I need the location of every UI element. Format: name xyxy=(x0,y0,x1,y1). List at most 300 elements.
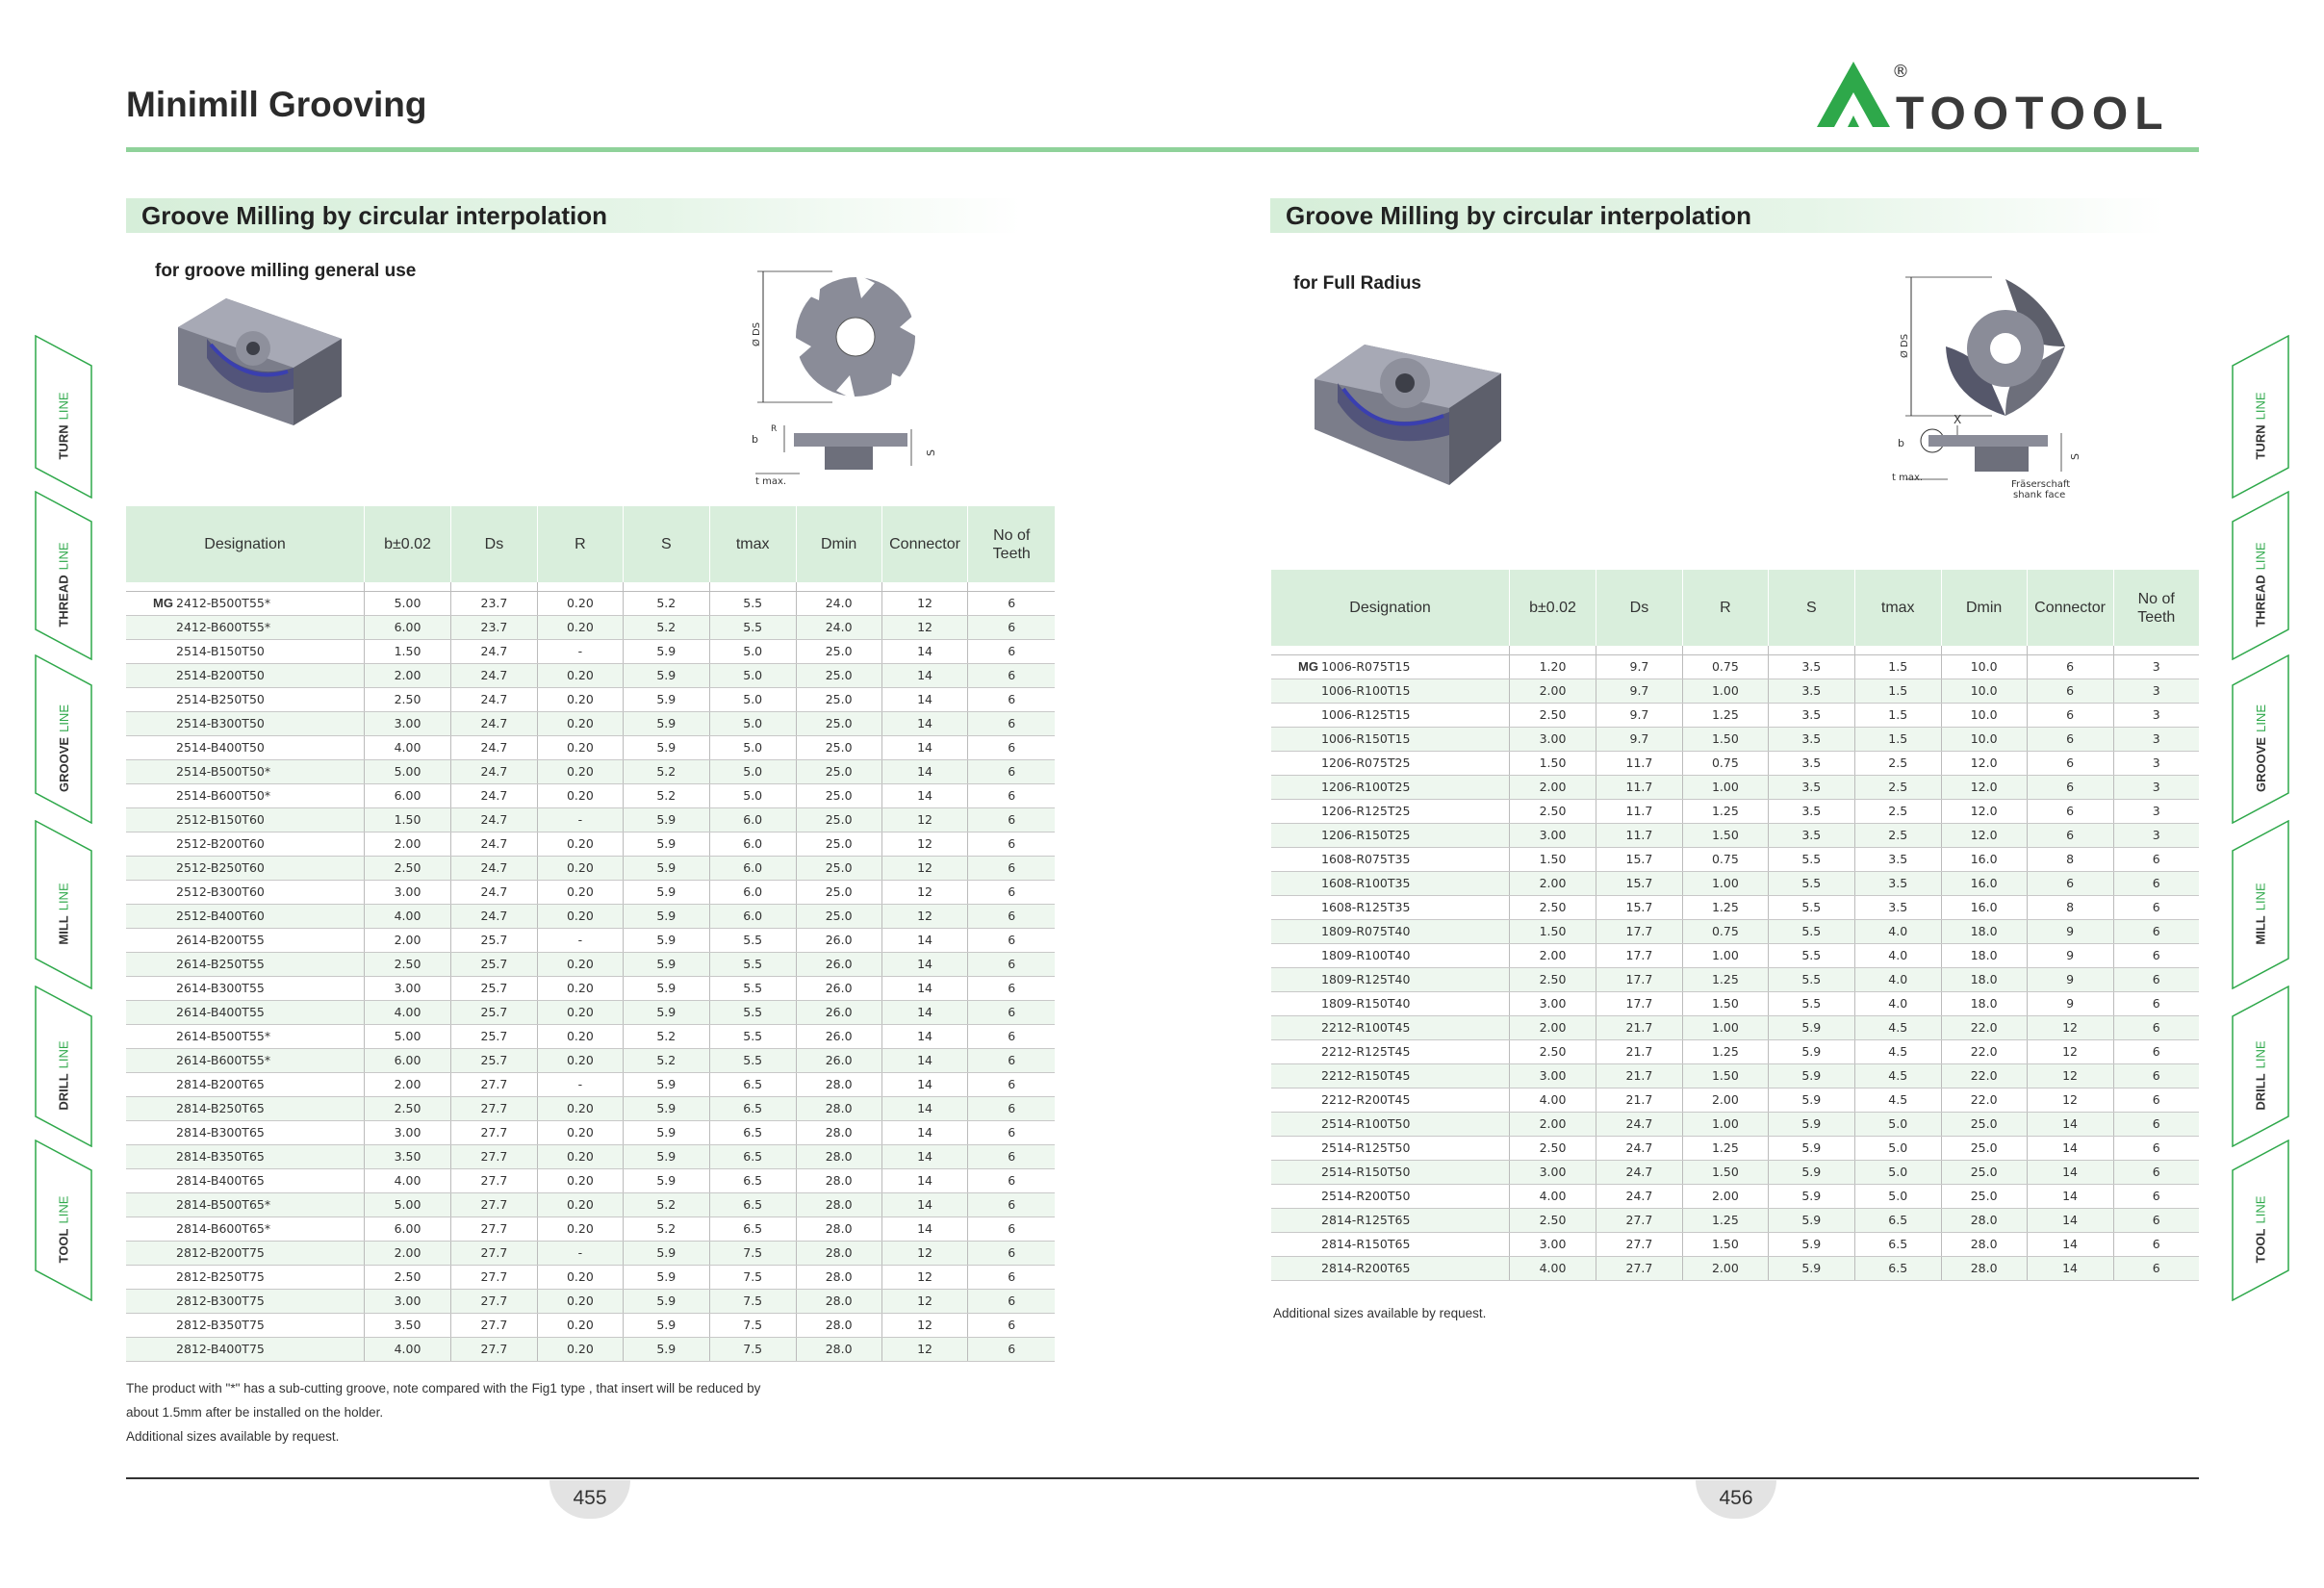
table-row xyxy=(1271,1088,2199,1112)
designation-cell xyxy=(126,1072,365,1096)
table-cell: 6 xyxy=(968,1096,1055,1120)
table-cell: 5.9 xyxy=(623,1289,709,1313)
designation-value: 2812-B350T75 xyxy=(176,1318,265,1332)
table-cell: 27.7 xyxy=(450,1289,537,1313)
table-cell: 28.0 xyxy=(796,1096,881,1120)
designation-cell xyxy=(1271,1015,1510,1039)
column-header: S xyxy=(623,506,709,582)
column-header: Ds xyxy=(1596,570,1682,646)
table-cell: 27.7 xyxy=(450,1192,537,1217)
table-cell: 14 xyxy=(881,1217,968,1241)
tab-label-main: THREAD xyxy=(2253,574,2268,628)
table-cell: 6 xyxy=(968,976,1055,1000)
table-cell: 5.9 xyxy=(623,1313,709,1337)
tab-turn-line[interactable] xyxy=(35,335,92,499)
table-cell: 12 xyxy=(881,880,968,904)
table-cell: 25.0 xyxy=(796,759,881,783)
table-cell: 0.20 xyxy=(537,856,623,880)
designation-cell xyxy=(1271,799,1510,823)
designation-value: 2814-B300T65 xyxy=(176,1125,265,1140)
table-cell: 27.7 xyxy=(450,1168,537,1192)
designation-value: 1206-R125T25 xyxy=(1321,804,1411,818)
table-cell: 25.0 xyxy=(796,687,881,711)
table-cell: 25.0 xyxy=(1941,1136,2027,1160)
table-cell: 6.5 xyxy=(709,1168,796,1192)
table-row xyxy=(126,591,1055,615)
designation-value: 2614-B400T55 xyxy=(176,1005,265,1019)
table-cell: 0.20 xyxy=(537,904,623,928)
table-cell: 1.00 xyxy=(1682,679,1768,703)
table-cell: 25.7 xyxy=(450,952,537,976)
designation-cell xyxy=(126,856,365,880)
tab-label-suffix: LINE xyxy=(56,1039,71,1068)
table-cell: 4.00 xyxy=(1510,1088,1596,1112)
designation-cell xyxy=(1271,1160,1510,1184)
column-header: No of Teeth xyxy=(2113,570,2199,646)
table-cell: 6.00 xyxy=(365,783,451,807)
table-cell: 4.0 xyxy=(1854,943,1941,967)
table-cell: 6 xyxy=(968,832,1055,856)
table-row xyxy=(126,1120,1055,1144)
table-cell: 28.0 xyxy=(796,1337,881,1361)
table-cell: 5.9 xyxy=(623,1120,709,1144)
table-cell: 14 xyxy=(2027,1136,2113,1160)
table-cell: 14 xyxy=(881,759,968,783)
designation-value: 2512-B300T60 xyxy=(176,884,265,899)
table-cell: 1.5 xyxy=(1854,727,1941,751)
designation-cell xyxy=(1271,703,1510,727)
designation-cell xyxy=(126,832,365,856)
table-cell: 9 xyxy=(2027,967,2113,991)
table-cell: 6.00 xyxy=(365,1048,451,1072)
tab-thread-line[interactable] xyxy=(2232,491,2289,660)
table-cell: 1.25 xyxy=(1682,895,1768,919)
table-cell: 5.9 xyxy=(1768,1232,1854,1256)
table-cell: 16.0 xyxy=(1941,895,2027,919)
designation-value: 2514-B600T50* xyxy=(176,788,271,803)
designation-cell xyxy=(126,1241,365,1265)
table-cell: 2.50 xyxy=(365,1265,451,1289)
table-cell: 6 xyxy=(2027,751,2113,775)
table-cell: 22.0 xyxy=(1941,1063,2027,1088)
designation-cell xyxy=(1271,1063,1510,1088)
table-cell: 6.0 xyxy=(709,856,796,880)
table-cell: 6 xyxy=(968,1024,1055,1048)
table-cell: 1.25 xyxy=(1682,1208,1768,1232)
column-header: Connector xyxy=(2027,570,2113,646)
table-cell: 6 xyxy=(968,1144,1055,1168)
table-cell: 2.50 xyxy=(365,1096,451,1120)
table-cell: 3.00 xyxy=(1510,1232,1596,1256)
table-cell: 5.9 xyxy=(623,1168,709,1192)
tab-label xyxy=(35,1157,92,1301)
table-cell: 5.2 xyxy=(623,783,709,807)
table-cell: 6 xyxy=(2113,1112,2199,1136)
table-cell: 0.20 xyxy=(537,1120,623,1144)
table-cell: 1.50 xyxy=(365,639,451,663)
designation-cell xyxy=(1271,967,1510,991)
designation-value: 1206-R075T25 xyxy=(1321,756,1411,770)
table-cell: 26.0 xyxy=(796,1048,881,1072)
table-cell: 12.0 xyxy=(1941,751,2027,775)
table-cell: 27.7 xyxy=(1596,1232,1682,1256)
s-label: S xyxy=(2069,453,2081,460)
tmax-label: t max. xyxy=(1892,473,1924,483)
table-cell: 0.75 xyxy=(1682,654,1768,679)
table-cell: 14 xyxy=(2027,1208,2113,1232)
column-header: No of Teeth xyxy=(968,506,1055,582)
column-header: b±0.02 xyxy=(365,506,451,582)
table-cell: 12 xyxy=(881,904,968,928)
table-cell: 6.5 xyxy=(1854,1256,1941,1280)
table-row xyxy=(126,1217,1055,1241)
column-header: Connector xyxy=(881,506,968,582)
tab-label-main: TOOL xyxy=(56,1228,71,1263)
table-cell: 25.0 xyxy=(796,807,881,832)
table-cell: 2.50 xyxy=(365,687,451,711)
spec-table-right xyxy=(1271,570,2199,1281)
table-cell: 6 xyxy=(2027,679,2113,703)
designation-cell xyxy=(126,1337,365,1361)
designation-cell xyxy=(1271,1232,1510,1256)
table-cell: 2.5 xyxy=(1854,751,1941,775)
table-cell: 0.20 xyxy=(537,1313,623,1337)
table-cell: 4.00 xyxy=(1510,1256,1596,1280)
table-cell: - xyxy=(537,807,623,832)
table-cell: 5.5 xyxy=(709,1000,796,1024)
tab-label-suffix: LINE xyxy=(2253,882,2268,910)
table-cell: 25.0 xyxy=(796,783,881,807)
designation-value: 2514-B200T50 xyxy=(176,668,265,682)
table-cell: 2.00 xyxy=(1682,1256,1768,1280)
column-header: b±0.02 xyxy=(1510,570,1596,646)
table-cell: 5.5 xyxy=(1768,943,1854,967)
table-cell: 4.5 xyxy=(1854,1039,1941,1063)
table-cell: 18.0 xyxy=(1941,919,2027,943)
table-cell: 2.00 xyxy=(1510,1112,1596,1136)
designation-value: 2814-R150T65 xyxy=(1321,1237,1411,1251)
table-cell: 11.7 xyxy=(1596,823,1682,847)
r-label: R xyxy=(771,424,778,434)
table-cell: 18.0 xyxy=(1941,991,2027,1015)
table-cell: 2.5 xyxy=(1854,799,1941,823)
table-cell: 5.9 xyxy=(623,976,709,1000)
table-cell: 3.00 xyxy=(365,880,451,904)
shank-label: Fräserschaft xyxy=(2011,479,2071,490)
designation-cell xyxy=(126,735,365,759)
table-cell: 4.00 xyxy=(365,904,451,928)
table-cell: 14 xyxy=(881,735,968,759)
table-cell: - xyxy=(537,639,623,663)
table-cell: 3 xyxy=(2113,727,2199,751)
table-cell: 17.7 xyxy=(1596,919,1682,943)
table-cell: 24.7 xyxy=(450,904,537,928)
table-cell: 6 xyxy=(2113,847,2199,871)
tab-label-suffix: LINE xyxy=(2253,704,2268,732)
designation-cell xyxy=(126,1096,365,1120)
designation-value: 2814-B350T65 xyxy=(176,1149,265,1164)
tab-drill-line[interactable] xyxy=(2232,986,2289,1147)
table-cell: 1.00 xyxy=(1682,943,1768,967)
table-cell: 12 xyxy=(881,856,968,880)
table-cell: 0.20 xyxy=(537,1024,623,1048)
designation-cell xyxy=(126,1168,365,1192)
table-cell: 25.7 xyxy=(450,928,537,952)
table-cell: 26.0 xyxy=(796,1000,881,1024)
table-cell: 24.7 xyxy=(450,856,537,880)
table-cell: 1.25 xyxy=(1682,1136,1768,1160)
table-cell: 12.0 xyxy=(1941,775,2027,799)
table-cell: 3 xyxy=(2113,823,2199,847)
table-cell: 2.00 xyxy=(1682,1184,1768,1208)
designation-cell xyxy=(126,1120,365,1144)
tab-drill-line[interactable] xyxy=(35,986,92,1147)
table-row xyxy=(1271,1160,2199,1184)
designation-cell xyxy=(126,759,365,783)
designation-cell xyxy=(126,928,365,952)
table-cell: 6 xyxy=(2113,1063,2199,1088)
table-cell: 2.50 xyxy=(1510,1136,1596,1160)
table-cell: 11.7 xyxy=(1596,775,1682,799)
table-cell: 6 xyxy=(968,663,1055,687)
table-cell: 5.0 xyxy=(1854,1160,1941,1184)
designation-cell xyxy=(1271,823,1510,847)
table-cell: 14 xyxy=(881,952,968,976)
table-cell: 27.7 xyxy=(1596,1208,1682,1232)
table-cell: 6 xyxy=(2113,1136,2199,1160)
tab-label-main: THREAD xyxy=(56,574,71,628)
table-cell: 3.5 xyxy=(1768,799,1854,823)
table-cell: 6 xyxy=(2027,799,2113,823)
tab-label-suffix: LINE xyxy=(56,704,71,732)
table-cell: 5.9 xyxy=(623,880,709,904)
table-cell: 28.0 xyxy=(796,1289,881,1313)
table-cell: 24.7 xyxy=(450,735,537,759)
column-header: Designation xyxy=(126,506,365,582)
page-number-left: 455 xyxy=(549,1480,630,1519)
table-cell: 12 xyxy=(881,1337,968,1361)
table-cell: 6 xyxy=(968,1241,1055,1265)
designation-cell xyxy=(1271,847,1510,871)
table-cell: 2.50 xyxy=(365,952,451,976)
designation-cell xyxy=(126,1217,365,1241)
table-cell: 15.7 xyxy=(1596,871,1682,895)
table-cell: 21.7 xyxy=(1596,1063,1682,1088)
table-cell: 1.50 xyxy=(1510,751,1596,775)
table-cell: 1.50 xyxy=(1510,847,1596,871)
table-cell: 4.00 xyxy=(1510,1184,1596,1208)
designation-cell xyxy=(126,615,365,639)
designation-value: 2814-B400T65 xyxy=(176,1173,265,1188)
table-cell: 28.0 xyxy=(796,1313,881,1337)
table-cell: 5.9 xyxy=(623,952,709,976)
table-cell: 1.5 xyxy=(1854,679,1941,703)
table-cell: 24.0 xyxy=(796,591,881,615)
table-cell: 0.20 xyxy=(537,1337,623,1361)
designation-value: 1809-R075T40 xyxy=(1321,924,1411,938)
table-cell: 28.0 xyxy=(1941,1208,2027,1232)
table-cell: 25.7 xyxy=(450,1048,537,1072)
table-cell: 6 xyxy=(968,1217,1055,1241)
table-cell: 0.20 xyxy=(537,1168,623,1192)
table-cell: 5.0 xyxy=(709,735,796,759)
shank-label: shank face xyxy=(2013,490,2066,500)
table-cell: 2.50 xyxy=(1510,1039,1596,1063)
header-rule xyxy=(126,147,2199,152)
designation-cell xyxy=(126,807,365,832)
table-cell: 28.0 xyxy=(796,1192,881,1217)
designation-value: 2212-R200T45 xyxy=(1321,1092,1411,1107)
table-cell: 2.5 xyxy=(1854,775,1941,799)
table-cell: 6 xyxy=(968,711,1055,735)
table-cell: 3.5 xyxy=(1854,847,1941,871)
table-cell: 6.00 xyxy=(365,1217,451,1241)
tab-label-suffix: LINE xyxy=(2253,391,2268,420)
table-cell: 0.20 xyxy=(537,1289,623,1313)
table-cell: 1.00 xyxy=(1682,1112,1768,1136)
designation-value: 1206-R100T25 xyxy=(1321,780,1411,794)
table-cell: 17.7 xyxy=(1596,991,1682,1015)
table-cell: 7.5 xyxy=(709,1265,796,1289)
table-cell: 1.20 xyxy=(1510,654,1596,679)
table-cell: 3.5 xyxy=(1768,823,1854,847)
designation-cell xyxy=(1271,943,1510,967)
designation-value: 1608-R100T35 xyxy=(1321,876,1411,890)
insert-diagram-right xyxy=(1886,271,2088,502)
tab-label-main: GROOVE xyxy=(2253,736,2268,792)
table-row xyxy=(1271,1184,2199,1208)
tab-label-suffix: LINE xyxy=(56,882,71,910)
tab-label-main: TURN xyxy=(2253,423,2268,460)
table-cell: 6 xyxy=(2113,1039,2199,1063)
table-cell: 2.00 xyxy=(1510,871,1596,895)
table-cell: 24.7 xyxy=(450,711,537,735)
table-cell: 3.5 xyxy=(1768,679,1854,703)
table-cell: 5.5 xyxy=(1768,871,1854,895)
table-cell: 24.7 xyxy=(450,759,537,783)
table-row xyxy=(126,711,1055,735)
designation-value: 2614-B250T55 xyxy=(176,957,265,971)
table-cell: 4.00 xyxy=(365,1000,451,1024)
table-cell: 12.0 xyxy=(1941,799,2027,823)
designation-value: 1006-R125T15 xyxy=(1321,707,1411,722)
table-cell: 4.5 xyxy=(1854,1015,1941,1039)
table-cell: 10.0 xyxy=(1941,727,2027,751)
tab-label xyxy=(35,837,92,989)
table-cell: 14 xyxy=(881,639,968,663)
table-cell: 5.0 xyxy=(1854,1136,1941,1160)
tab-groove-line[interactable] xyxy=(35,654,92,824)
table-spacer xyxy=(1271,646,2199,654)
table-row xyxy=(1271,775,2199,799)
designation-value: 2514-B250T50 xyxy=(176,692,265,706)
table-cell: 3 xyxy=(2113,679,2199,703)
table-cell: 25.0 xyxy=(1941,1112,2027,1136)
table-cell: 6 xyxy=(2027,703,2113,727)
table-cell: 7.5 xyxy=(709,1241,796,1265)
designation-value: 1206-R150T25 xyxy=(1321,828,1411,842)
table-cell: 9.7 xyxy=(1596,703,1682,727)
designation-value: 1006-R075T15 xyxy=(1321,659,1411,674)
table-cell: 24.7 xyxy=(450,880,537,904)
table-cell: 1.50 xyxy=(365,807,451,832)
table-cell: 14 xyxy=(881,663,968,687)
table-cell: 5.0 xyxy=(709,663,796,687)
table-cell: 26.0 xyxy=(796,952,881,976)
tab-groove-line[interactable] xyxy=(2232,654,2289,824)
table-cell: 5.9 xyxy=(623,807,709,832)
tab-tool-line[interactable] xyxy=(35,1140,92,1301)
table-cell: 18.0 xyxy=(1941,943,2027,967)
table-cell: 6 xyxy=(968,856,1055,880)
tab-tool-line[interactable] xyxy=(2232,1140,2289,1301)
table-cell: 5.00 xyxy=(365,591,451,615)
table-cell: 6 xyxy=(2113,919,2199,943)
table-cell: 25.0 xyxy=(796,904,881,928)
table-row xyxy=(1271,727,2199,751)
workpiece-illustration-right xyxy=(1309,306,1506,489)
table-cell: 24.7 xyxy=(1596,1160,1682,1184)
table-cell: 0.20 xyxy=(537,1048,623,1072)
designation-value: 2814-R200T65 xyxy=(1321,1261,1411,1275)
table-cell: 0.20 xyxy=(537,711,623,735)
tab-label xyxy=(2232,1157,2289,1301)
table-cell: 14 xyxy=(881,687,968,711)
table-cell: 14 xyxy=(881,711,968,735)
table-cell: 3 xyxy=(2113,654,2199,679)
table-row xyxy=(1271,679,2199,703)
tab-mill-line[interactable] xyxy=(35,820,92,989)
table-cell: 6 xyxy=(968,880,1055,904)
tootool-logo xyxy=(1813,54,2198,141)
table-cell: 0.20 xyxy=(537,783,623,807)
table-row xyxy=(126,928,1055,952)
table-cell: 27.7 xyxy=(450,1241,537,1265)
table-cell: 0.20 xyxy=(537,1217,623,1241)
table-cell: 6.0 xyxy=(709,807,796,832)
table-cell: 5.2 xyxy=(623,591,709,615)
table-cell: 2.50 xyxy=(1510,703,1596,727)
tab-turn-line[interactable] xyxy=(2232,335,2289,499)
tab-mill-line[interactable] xyxy=(2232,820,2289,989)
section-title-left: Groove Milling by circular interpolation xyxy=(126,198,1021,233)
table-cell: 12 xyxy=(881,807,968,832)
table-cell: 5.9 xyxy=(623,1096,709,1120)
designation-cell xyxy=(1271,895,1510,919)
tab-label-suffix: LINE xyxy=(56,1195,71,1224)
table-cell: 7.5 xyxy=(709,1313,796,1337)
table-cell: 25.0 xyxy=(796,711,881,735)
table-cell: 24.7 xyxy=(450,807,537,832)
table-row xyxy=(126,976,1055,1000)
table-cell: 5.9 xyxy=(623,711,709,735)
designation-value: 2412-B500T55* xyxy=(176,596,271,610)
tab-label-main: DRILL xyxy=(56,1072,71,1111)
subtitle-left: for groove milling general use xyxy=(155,261,417,281)
table-cell: 1.50 xyxy=(1510,919,1596,943)
designation-value: 2514-R150T50 xyxy=(1321,1165,1411,1179)
table-cell: 5.5 xyxy=(709,928,796,952)
table-row xyxy=(1271,1232,2199,1256)
tab-thread-line[interactable] xyxy=(35,491,92,660)
tab-label xyxy=(35,508,92,660)
table-row xyxy=(126,687,1055,711)
table-cell: 12 xyxy=(881,1313,968,1337)
table-row xyxy=(126,1192,1055,1217)
table-cell: 6 xyxy=(2113,895,2199,919)
table-cell: 0.20 xyxy=(537,1000,623,1024)
table-cell: 28.0 xyxy=(1941,1256,2027,1280)
